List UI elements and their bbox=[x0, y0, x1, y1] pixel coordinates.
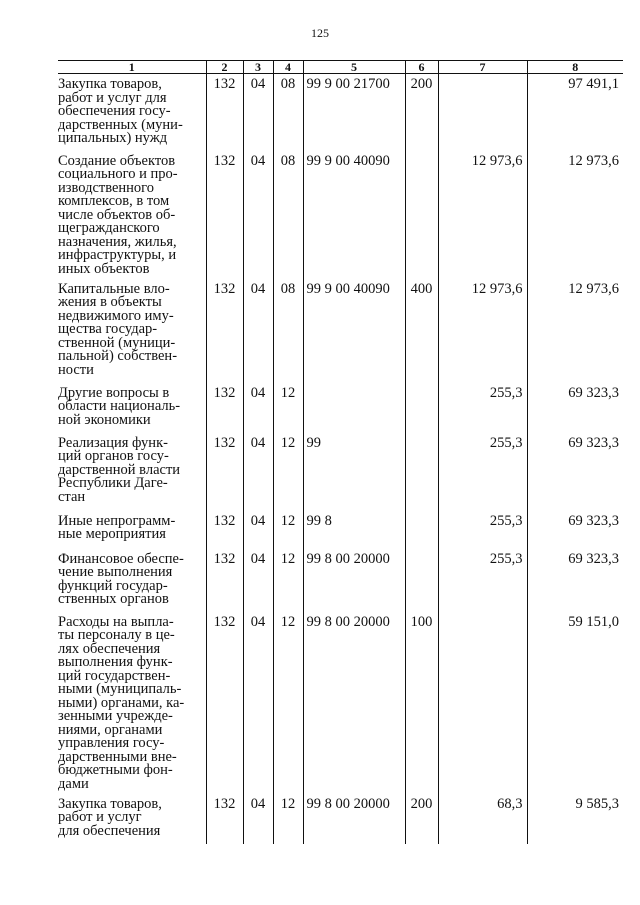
row-section-cell: 04 bbox=[243, 74, 273, 151]
table-row bbox=[58, 549, 623, 612]
table-row bbox=[58, 511, 623, 549]
row-code-cell: 132 bbox=[206, 151, 243, 279]
row-amount-change-cell: 255,3 bbox=[438, 433, 527, 511]
row-amount-total-cell: 59 151,0 bbox=[527, 612, 623, 794]
row-expense-type-cell: 200 bbox=[405, 74, 438, 151]
table-row bbox=[58, 74, 623, 151]
row-amount-change-cell: 12 973,6 bbox=[438, 279, 527, 383]
row-expense-type-cell: 200 bbox=[405, 794, 438, 844]
page-number: 125 bbox=[311, 26, 329, 40]
row-subsection-cell: 08 bbox=[273, 279, 303, 383]
row-section-cell: 04 bbox=[243, 612, 273, 794]
row-section-cell: 04 bbox=[243, 383, 273, 433]
row-subsection-cell: 12 bbox=[273, 433, 303, 511]
row-name-cell: Создание объектов социального и про- изводственного комплексов, в том числе объектов об- щегражданского назначения, жилья, инфраструктуры, и иных объектов bbox=[58, 152, 178, 277]
row-code-cell: 132 bbox=[206, 612, 243, 794]
row-amount-change-cell bbox=[438, 612, 527, 794]
row-expense-type-cell: 100 bbox=[405, 612, 438, 794]
row-section-cell: 04 bbox=[243, 151, 273, 279]
row-code-cell: 132 bbox=[206, 433, 243, 511]
header-col-7: 7 bbox=[438, 61, 527, 74]
header-col-8: 8 bbox=[527, 61, 623, 74]
header-row bbox=[58, 61, 623, 74]
row-target-article-cell: 99 8 00 20000 bbox=[303, 612, 405, 794]
row-target-article-cell: 99 8 00 20000 bbox=[303, 794, 405, 844]
row-amount-change-cell: 68,3 bbox=[438, 794, 527, 844]
table-row bbox=[58, 794, 623, 844]
row-expense-type-cell bbox=[405, 433, 438, 511]
row-subsection-cell: 12 bbox=[273, 511, 303, 549]
row-expense-type-cell bbox=[405, 549, 438, 612]
row-amount-total-cell: 69 323,3 bbox=[527, 383, 623, 433]
table-row bbox=[58, 383, 623, 433]
row-amount-total-cell: 69 323,3 bbox=[527, 549, 623, 612]
row-target-article-cell: 99 9 00 21700 bbox=[303, 74, 405, 151]
row-amount-change-cell bbox=[438, 74, 527, 151]
budget-table-wrapper bbox=[58, 60, 623, 845]
header-col-1: 1 bbox=[58, 61, 206, 74]
row-name-cell: Капитальные вло- жения в объекты недвижимого иму- щества государ- ственной (муници- пальной) собствен- ности bbox=[58, 280, 178, 378]
row-expense-type-cell: 400 bbox=[405, 279, 438, 383]
row-code-cell: 132 bbox=[206, 279, 243, 383]
row-name-cell: Иные непрограмм- ные мероприятия bbox=[58, 512, 176, 542]
table-row bbox=[58, 612, 623, 794]
row-amount-change-cell: 12 973,6 bbox=[438, 151, 527, 279]
header-col-6: 6 bbox=[405, 61, 438, 74]
row-target-article-cell: 99 bbox=[303, 433, 405, 511]
row-target-article-cell: 99 9 00 40090 bbox=[303, 279, 405, 383]
row-target-article-cell: 99 8 00 20000 bbox=[303, 549, 405, 612]
row-target-article-cell bbox=[303, 383, 405, 433]
row-name-cell: Закупка товаров, работ и услуг для обеспечения госу- дарственных (муни- ципальных) нужд bbox=[58, 76, 183, 146]
row-amount-total-cell: 9 585,3 bbox=[527, 794, 623, 844]
row-code-cell: 132 bbox=[206, 794, 243, 844]
row-expense-type-cell bbox=[405, 511, 438, 549]
row-amount-total-cell: 12 973,6 bbox=[527, 279, 623, 383]
table-row bbox=[58, 151, 623, 279]
row-subsection-cell: 12 bbox=[273, 383, 303, 433]
header-col-2: 2 bbox=[206, 61, 243, 74]
row-code-cell: 132 bbox=[206, 383, 243, 433]
header-col-5: 5 bbox=[303, 61, 405, 74]
budget-table bbox=[58, 60, 623, 844]
row-name-cell: Другие вопросы в области националь- ной экономики bbox=[58, 384, 181, 428]
row-subsection-cell: 08 bbox=[273, 74, 303, 151]
row-section-cell: 04 bbox=[243, 549, 273, 612]
table-row bbox=[58, 279, 623, 383]
row-code-cell: 132 bbox=[206, 549, 243, 612]
row-amount-total-cell: 69 323,3 bbox=[527, 511, 623, 549]
row-amount-total-cell: 12 973,6 bbox=[527, 151, 623, 279]
row-subsection-cell: 12 bbox=[273, 549, 303, 612]
table-body bbox=[58, 74, 623, 844]
row-amount-total-cell: 69 323,3 bbox=[527, 433, 623, 511]
row-code-cell: 132 bbox=[206, 511, 243, 549]
row-amount-change-cell: 255,3 bbox=[438, 549, 527, 612]
header-col-4: 4 bbox=[273, 61, 303, 74]
row-amount-total-cell: 97 491,1 bbox=[527, 74, 623, 151]
row-section-cell: 04 bbox=[243, 433, 273, 511]
header-col-3: 3 bbox=[243, 61, 273, 74]
row-expense-type-cell bbox=[405, 151, 438, 279]
row-subsection-cell: 12 bbox=[273, 612, 303, 794]
row-name-cell: Закупка товаров, работ и услуг для обеспечения bbox=[58, 795, 162, 839]
row-subsection-cell: 12 bbox=[273, 794, 303, 844]
row-expense-type-cell bbox=[405, 383, 438, 433]
table-row bbox=[58, 433, 623, 511]
row-subsection-cell: 08 bbox=[273, 151, 303, 279]
row-amount-change-cell: 255,3 bbox=[438, 511, 527, 549]
row-name-cell: Реализация функ- ций органов госу- дарственной власти Республики Даге- стан bbox=[58, 434, 181, 505]
row-section-cell: 04 bbox=[243, 279, 273, 383]
row-target-article-cell: 99 8 bbox=[303, 511, 405, 549]
row-section-cell: 04 bbox=[243, 794, 273, 844]
row-name-cell: Расходы на выпла- ты персоналу в це- лях обеспечения выполнения функ- ций государствен- ными (муниципаль- ными) органами, ка- зенными учрежде- ниями, органами управления госу- дарственными вне- бюджетными фон- дами bbox=[58, 613, 185, 792]
row-target-article-cell: 99 9 00 40090 bbox=[303, 151, 405, 279]
row-code-cell: 132 bbox=[206, 74, 243, 151]
row-section-cell: 04 bbox=[243, 511, 273, 549]
row-amount-change-cell: 255,3 bbox=[438, 383, 527, 433]
row-name-cell: Финансовое обеспе- чение выполнения функций государ- ственных органов bbox=[58, 550, 184, 607]
